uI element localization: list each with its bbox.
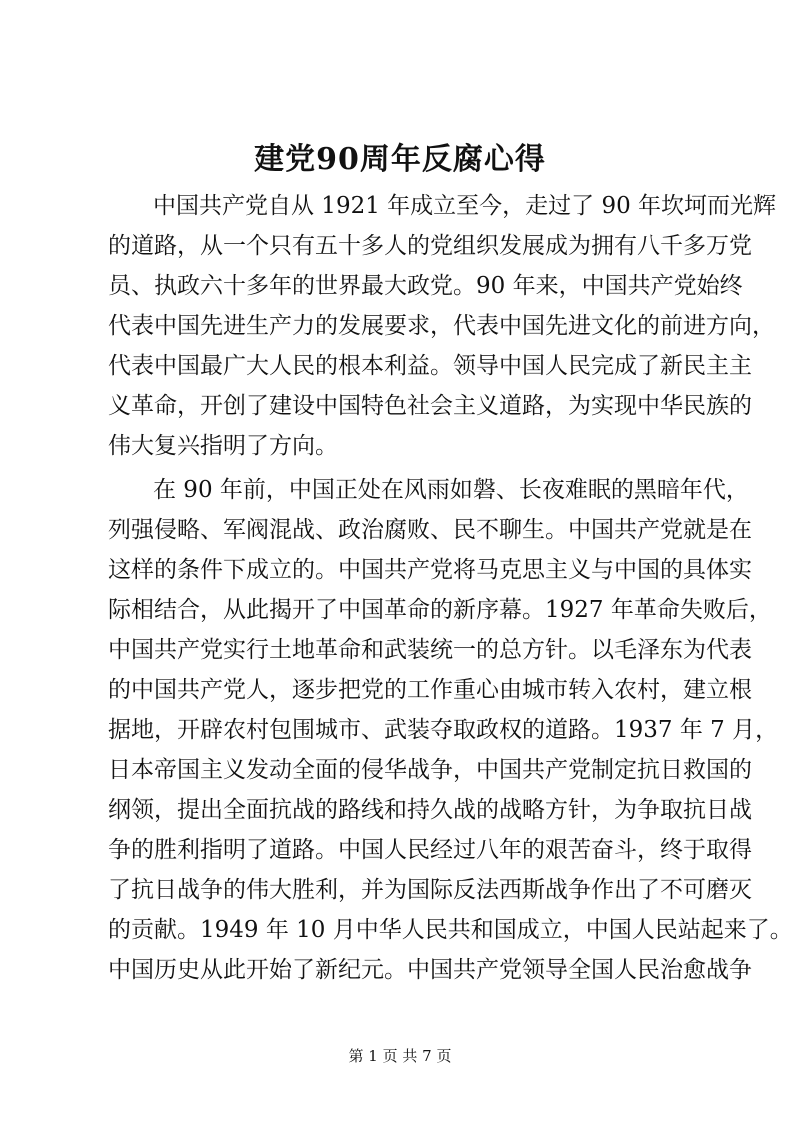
paragraph-2-line-4: 际相结合，从此揭开了中国革命的新序幕。1927 年革命失败后， xyxy=(108,597,772,623)
paragraph-2-line-13: 中国历史从此开始了新纪元。中国共产党领导全国人民治愈战争 xyxy=(108,957,752,983)
paragraph-2-line-9: 纲领，提出全面抗战的路线和持久战的战略方针，为争取抗日战 xyxy=(108,797,752,823)
paragraph-2-line-8: 日本帝国主义发动全面的侵华战争，中国共产党制定抗日救国的 xyxy=(108,757,752,783)
paragraph-1-line-5: 代表中国最广大人民的根本利益。领导中国人民完成了新民主主 xyxy=(108,353,752,379)
paragraph-1-line-7: 伟大复兴指明了方向。 xyxy=(108,433,338,459)
paragraph-1-line-1: 中国共产党自从 1921 年成立至今，走过了 90 年坎坷而光辉 xyxy=(153,193,777,219)
paragraph-2-line-3: 这样的条件下成立的。中国共产党将马克思主义与中国的具体实 xyxy=(108,557,752,583)
paragraph-1-line-3: 员、执政六十多年的世界最大政党。90 年来，中国共产党始终 xyxy=(108,273,743,299)
paragraph-2-line-5: 中国共产党实行土地革命和武装统一的总方针。以毛泽东为代表 xyxy=(108,637,752,663)
page-number-footer: 第 1 页 共 7 页 xyxy=(348,1047,452,1065)
document-title: 建党90周年反腐心得 xyxy=(254,142,546,177)
paragraph-2-line-10: 争的胜利指明了道路。中国人民经过八年的艰苦奋斗，终于取得 xyxy=(108,837,752,863)
paragraph-2-line-1: 在 90 年前，中国正处在风雨如磐、长夜难眠的黑暗年代， xyxy=(153,477,749,503)
paragraph-1-line-4: 代表中国先进生产力的发展要求，代表中国先进文化的前进方向， xyxy=(108,313,775,339)
paragraph-2-line-2: 列强侵略、军阀混战、政治腐败、民不聊生。中国共产党就是在 xyxy=(108,517,752,543)
paragraph-2-line-7: 据地，开辟农村包围城市、武装夺取政权的道路。1937 年 7 月， xyxy=(108,717,779,743)
paragraph-2-line-6: 的中国共产党人，逐步把党的工作重心由城市转入农村，建立根 xyxy=(108,677,752,703)
paragraph-1-line-2: 的道路，从一个只有五十多人的党组织发展成为拥有八千多万党 xyxy=(108,233,752,259)
paragraph-2-line-12: 的贡献。1949 年 10 月中华人民共和国成立，中国人民站起来了。 xyxy=(108,917,793,943)
paragraph-1-line-6: 义革命，开创了建设中国特色社会主义道路，为实现中华民族的 xyxy=(108,393,752,419)
paragraph-2-line-11: 了抗日战争的伟大胜利，并为国际反法西斯战争作出了不可磨灭 xyxy=(108,877,752,903)
